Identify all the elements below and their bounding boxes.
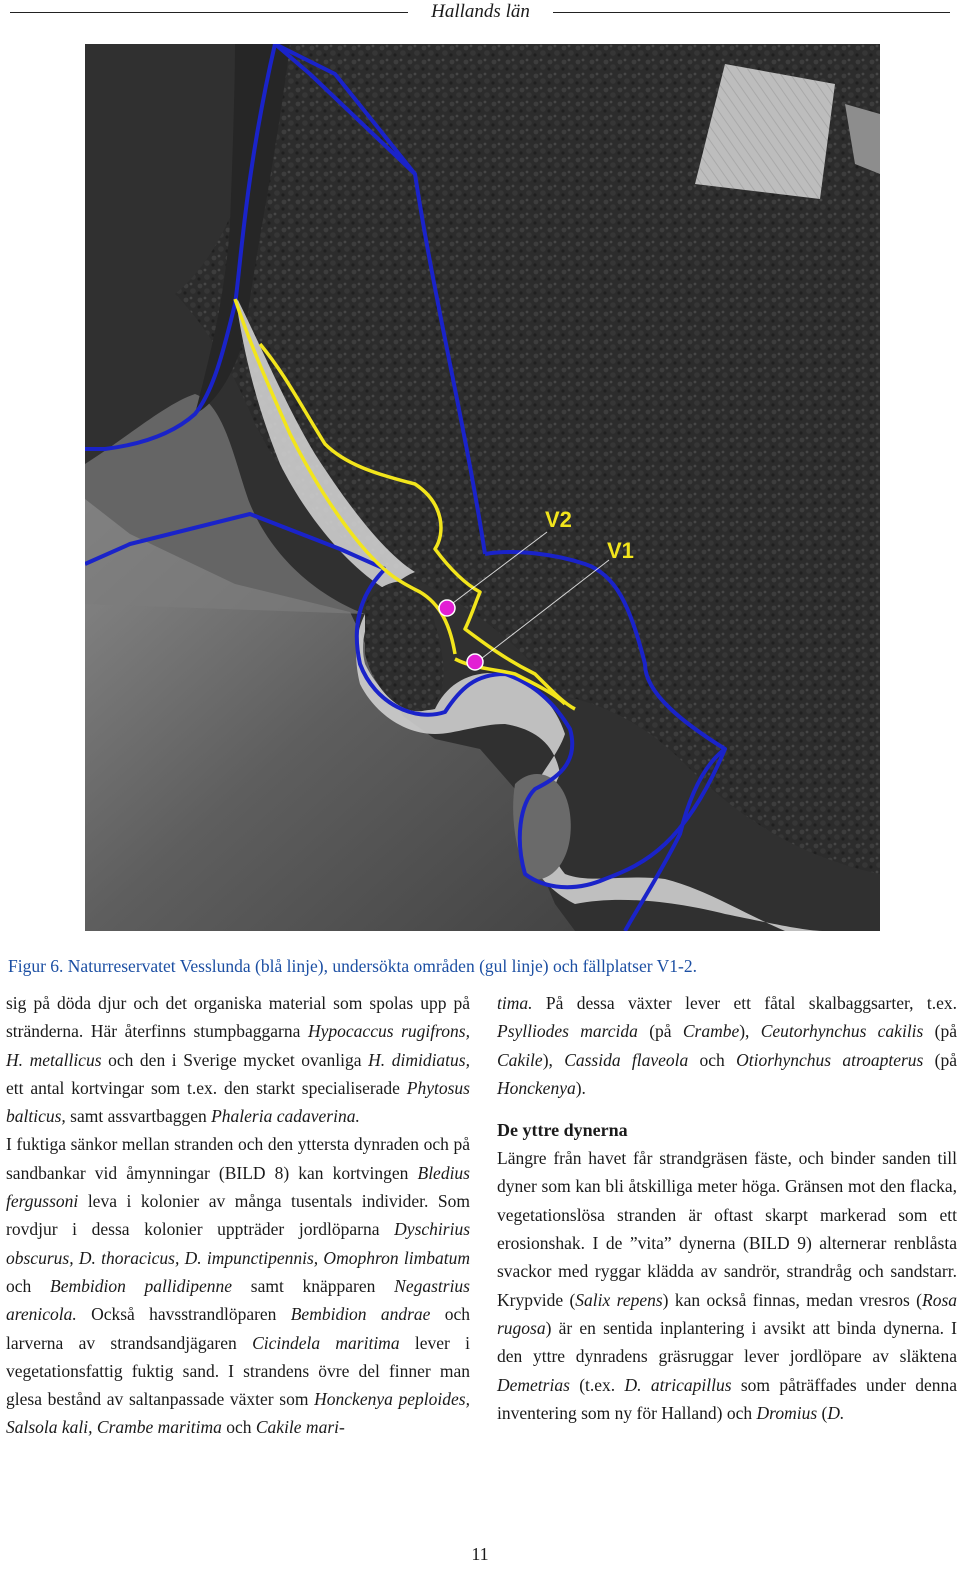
label-v1: V1: [607, 538, 634, 563]
header-rule-left: [10, 12, 408, 13]
right-column: [497, 989, 957, 1427]
left-column: [6, 989, 470, 1442]
section-heading: De yttre dynerna: [497, 1120, 628, 1141]
figure-caption: Figur 6. Naturreservatet Vesslunda (blå linje), undersökta områden (gul linje) och fällplatser V1-2.: [8, 956, 697, 976]
paragraph-1: sig på döda djur och det organiska material som spolas upp på stränderna. Här återfinns stumpbaggarna Hypocaccus rugifrons, H. metallicus och den i Sverige mycket ovanliga H. dimidiatus, ett antal kortvingar som t.ex. den starkt specialiserade Phytosus balticus, samt assvartbaggen Phaleria cadaverina.: [6, 993, 470, 1127]
aerial-map: [85, 44, 880, 931]
running-header: [0, 0, 960, 26]
header-title: Hallands län: [431, 1, 530, 22]
trap-site-v2: [439, 600, 455, 616]
trap-site-v1: [467, 654, 483, 670]
paragraph-2: I fuktiga sänkor mellan stranden och den yttersta dynraden och på sandbankar vid åmynningar (BILD 8) kan kortvingen Bledius fergussoni leva i kolonier av många tusentals individer. Som rovdjur i dessa kolonier uppträder jordlöparna Dyschirius obscurus, D. thoracicus, D. impunctipennis, Omophron limbatum och Bembidion pallidipenne samt knäpparen Negastrius arenicola. Också havsstrandlöparen Bembidion andrae och larverna av strandsandjägaren Cicindela maritima lever i vegetationsfattig fuktig sand. I strandens övre del finner man glesa bestånd av saltanpassade växter som Honckenya peploides, Salsola kali, Crambe maritima och Cakile mari-: [6, 1134, 470, 1438]
label-v2: V2: [545, 507, 572, 532]
paragraph-4: Längre från havet får strandgräsen fäste, och binder sanden till dyner som kan bli åtskilliga meter höga. Gränsen mot den flacka, vegetationslösa stranden är oftast skarpt markerad som ett erosionshak. I de ”vita” dynerna (BILD 9) alternerar renblåsta svackor med ryggar klädda av sandrör, strandråg och sandstarr. Krypvide (Salix repens) kan också finnas, medan vresros (Rosa rugosa) är en sentida inplantering i avsikt att binda dynerna. I den yttre dynradens gräsruggar lever jordlöpare av släktena Demetrias (t.ex. D. atricapillus som påträffades under denna inventering som ny för Halland) och Dromius (D.: [497, 1148, 957, 1423]
page-number: 11: [471, 1544, 489, 1564]
paragraph-3: tima. På dessa växter lever ett fåtal skalbaggsarter, t.ex. Psylliodes marcida (på Crambe), Ceutorhynchus cakilis (på Cakile), Cassida flaveola och Otiorhynchus atroapterus (på Honckenya).: [497, 993, 957, 1098]
header-rule-right: [553, 12, 950, 13]
